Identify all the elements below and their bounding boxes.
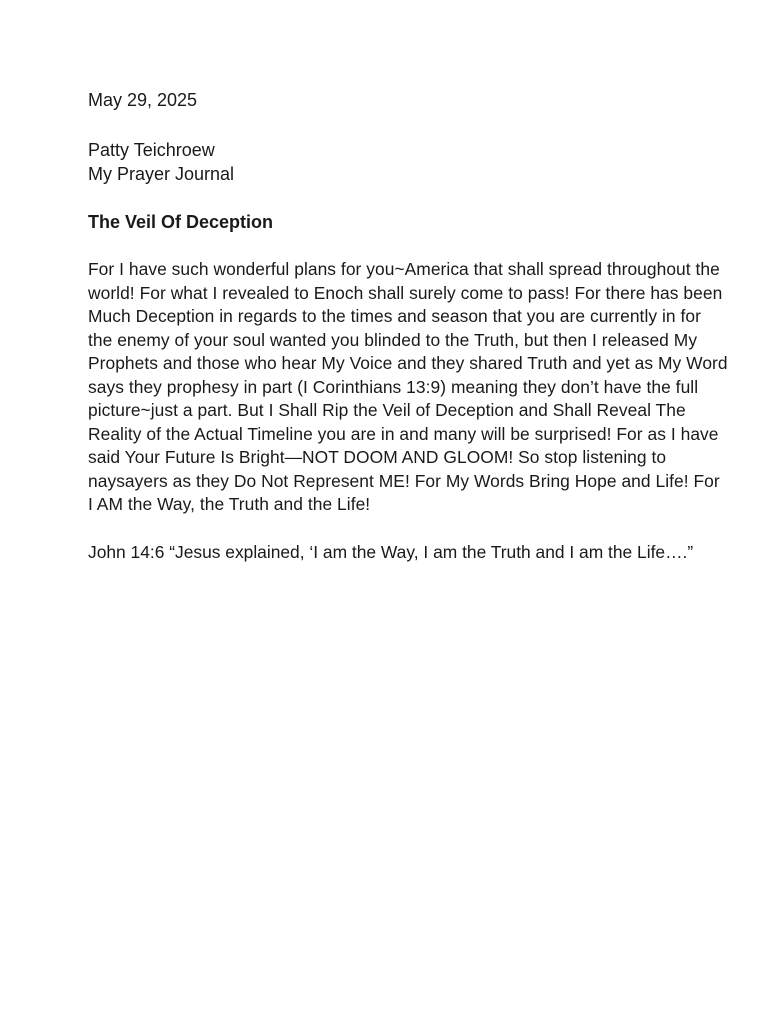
author-name: Patty Teichroew (88, 140, 215, 160)
author-block (88, 138, 728, 186)
entry-body: For I have such wonderful plans for you~America that shall spread throughout the world! For what I revealed to Enoch shall surely come to pass! For there has been Much Deception in regards to the times and season that you are currently in for the enemy of your soul wanted you blinded to the Truth, but then I released My Prophets and those who hear My Voice and they shared Truth and yet as My Word says they prophesy in part (I Corinthians 13:9) meaning they don’t have the full picture~just a part. But I Shall Rip the Veil of Deception and Shall Reveal The Reality of the Actual Timeline you are in and many will be surprised! For as I have said Your Future Is Bright—NOT DOOM AND GLOOM! So stop listening to naysayers as they Do Not Represent ME! For My Words Bring Hope and Life! For I AM the Way, the Truth and the Life! (88, 259, 728, 514)
scripture-verse: John 14:6 “Jesus explained, ‘I am the Way, I am the Truth and I am the Life….” (88, 541, 694, 562)
journal-entry (88, 88, 728, 564)
entry-title: The Veil Of Deception (88, 212, 274, 232)
journal-name: My Prayer Journal (88, 164, 235, 184)
entry-date: May 29, 2025 (88, 90, 198, 110)
